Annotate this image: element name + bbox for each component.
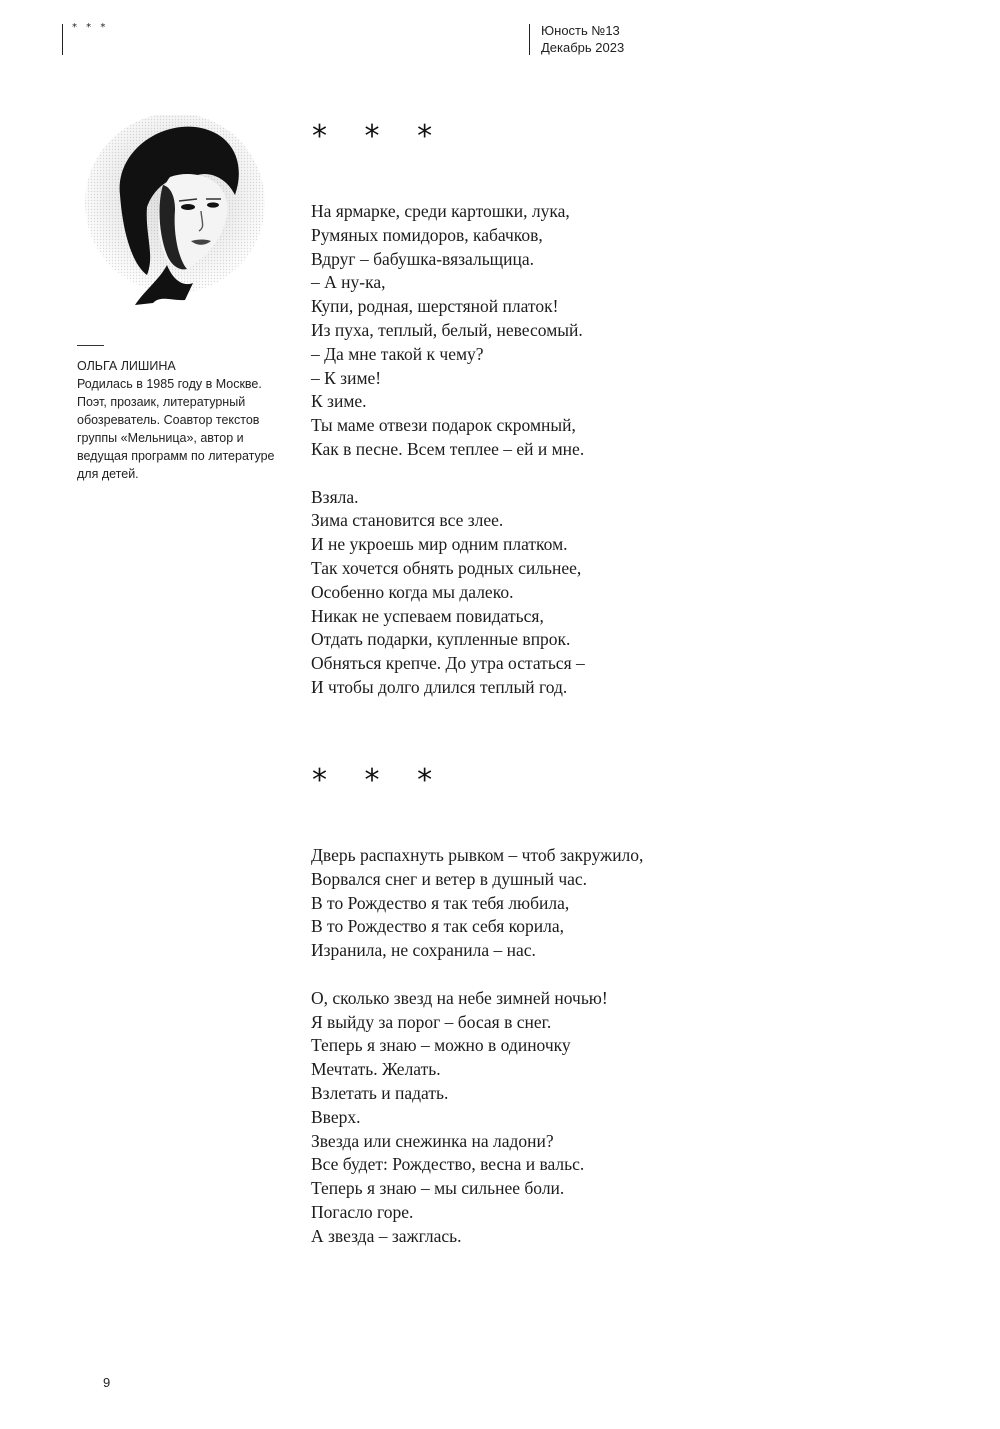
poem-line: Взяла.	[311, 486, 359, 507]
magazine-title: Юность №13	[541, 23, 620, 38]
poem-line: – К зиме!	[311, 367, 382, 388]
poem-line: Купи, родная, шерстяной платок!	[311, 296, 559, 317]
poem-line: Изранила, не сохранила – нас.	[311, 940, 536, 961]
poem-line: Дверь распахнуть рывком – чтоб закружило,	[311, 845, 644, 865]
poem-line: Румяных помидоров, кабачков,	[311, 224, 543, 245]
poem-line: Из пуха, теплый, белый, невесомый.	[311, 319, 583, 340]
poem-line: Так хочется обнять родных сильнее,	[311, 557, 582, 578]
poem-line: Погасло горе.	[311, 1201, 414, 1222]
poem-1-title: * * *	[312, 119, 447, 154]
poem-1	[311, 119, 771, 700]
poem-1-stanza-2	[311, 486, 771, 700]
poem-line: И чтобы долго длился теплый год.	[311, 676, 568, 697]
poem-1-stanza-1	[311, 200, 771, 462]
poem-2	[311, 763, 771, 1249]
poem-line: А звезда – зажглась.	[311, 1225, 462, 1246]
poem-line: Особенно когда мы далеко.	[311, 581, 514, 602]
bio-separator	[77, 345, 104, 346]
poem-line: Обняться крепче. До утра остаться –	[311, 653, 585, 674]
author-bio: Родилась в 1985 году в Москве. Поэт, прозаик, литературный обозреватель. Соавтор текстов группы «Мельница», автор и ведущая программ по литературе для детей.	[77, 377, 275, 481]
poem-2-stanza-1	[311, 844, 771, 963]
poem-2-title: * * *	[312, 763, 447, 798]
poem-line: Отдать подарки, купленные впрок.	[311, 629, 571, 650]
poem-line: На ярмарке, среди картошки, лука,	[311, 201, 570, 221]
poem-line: О, сколько звезд на небе зимней ночью!	[311, 987, 608, 1008]
poem-line: Звезда или снежинка на ладони?	[311, 1130, 554, 1151]
page-number: 9	[103, 1375, 111, 1390]
poem-line: Я выйду за порог – босая в снег.	[311, 1011, 552, 1032]
poem-line: Все будет: Рождество, весна и вальс.	[311, 1154, 585, 1175]
author-name: ОЛЬГА ЛИШИНА	[77, 359, 176, 373]
poem-line: Взлетать и падать.	[311, 1082, 449, 1103]
poem-line: – А ну-ка,	[311, 272, 386, 293]
poem-line: Теперь я знаю – можно в одиночку	[311, 1035, 571, 1056]
header-right-rule	[529, 24, 530, 55]
poem-line: Теперь я знаю – мы сильнее боли.	[311, 1178, 565, 1199]
header-left-rule	[62, 24, 63, 55]
issue-date: Декабрь 2023	[541, 40, 625, 55]
poem-line: В то Рождество я так тебя любила,	[311, 892, 570, 913]
poem-line: Ворвался снег и ветер в душный час.	[311, 868, 588, 889]
stanza-gap	[311, 462, 771, 486]
author-portrait	[75, 115, 265, 310]
poem-line: К зиме.	[311, 391, 367, 412]
poem-line: Ты маме отвези подарок скромный,	[311, 415, 576, 436]
poem-2-stanza-2	[311, 987, 771, 1249]
poem-line: Вдруг – бабушка-вязальщица.	[311, 248, 535, 269]
poem-line: Зима становится все злее.	[311, 510, 504, 531]
header-section-mark: * * *	[72, 22, 109, 33]
poem-line: – Да мне такой к чему?	[311, 343, 484, 364]
poem-line: Как в песне. Всем теплее – ей и мне.	[311, 438, 585, 459]
poem-line: Мечтать. Желать.	[311, 1059, 441, 1080]
author-bio-block	[77, 357, 292, 483]
poem-line: Вверх.	[311, 1106, 361, 1127]
poem-line: И не укроешь мир одним платком.	[311, 534, 568, 555]
header-issue-info	[541, 22, 624, 56]
poem-line: В то Рождество я так себя корила,	[311, 916, 565, 937]
stanza-gap	[311, 963, 771, 987]
poem-line: Никак не успеваем повидаться,	[311, 605, 544, 626]
